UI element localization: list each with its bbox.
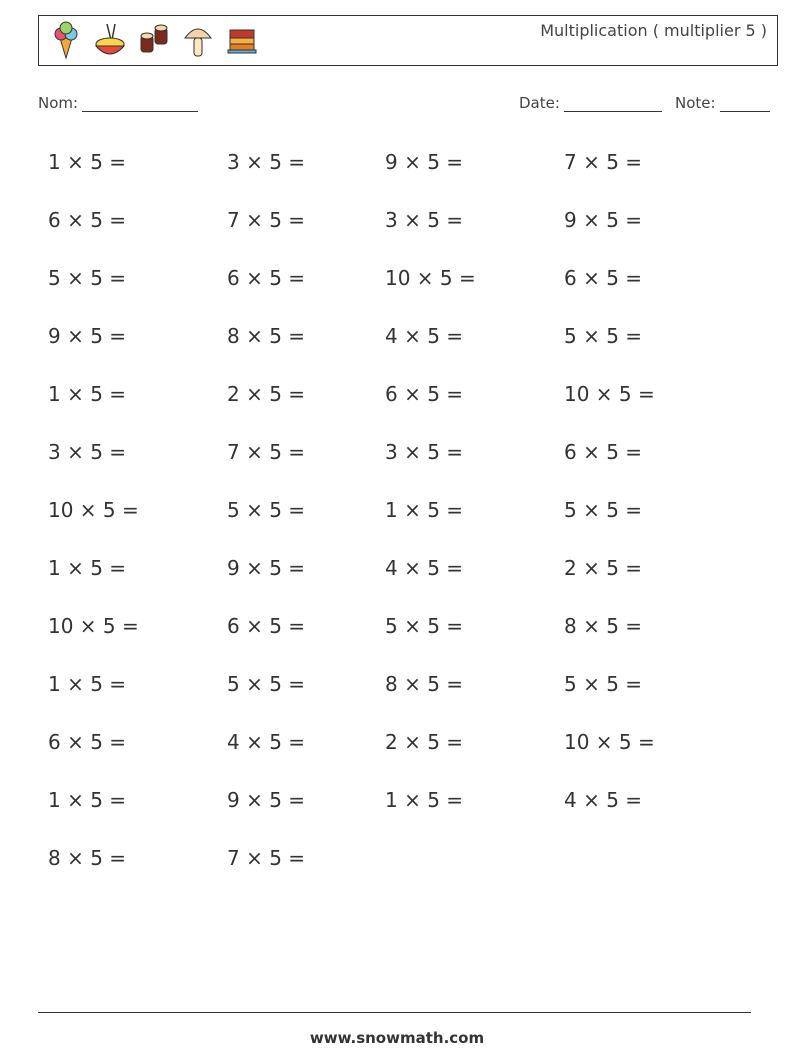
problem-item: 1 × 5 = — [48, 382, 127, 406]
footer-url: www.snowmath.com — [309, 1029, 485, 1047]
name-label: Nom: — [38, 94, 79, 112]
problem-item: 10 × 5 = — [48, 498, 139, 522]
problem-item: 2 × 5 = — [227, 382, 306, 406]
problem-item: 10 × 5 = — [564, 382, 655, 406]
problem-item: 1 × 5 = — [48, 672, 127, 696]
problem-item: 10 × 5 = — [564, 730, 655, 754]
worksheet-title: Multiplication ( multiplier 5 ) — [540, 21, 767, 40]
problem-item: 4 × 5 = — [385, 324, 464, 348]
problem-item: 1 × 5 = — [48, 150, 127, 174]
problem-item: 9 × 5 = — [385, 150, 464, 174]
problem-item: 1 × 5 = — [385, 788, 464, 812]
problem-item: 2 × 5 = — [564, 556, 643, 580]
problem-item: 4 × 5 = — [227, 730, 306, 754]
problem-item: 6 × 5 = — [564, 440, 643, 464]
problem-item: 4 × 5 = — [385, 556, 464, 580]
problem-item: 5 × 5 = — [385, 614, 464, 638]
problem-item: 5 × 5 = — [227, 498, 306, 522]
problem-item: 10 × 5 = — [385, 266, 476, 290]
problem-item: 9 × 5 = — [564, 208, 643, 232]
problem-item: 8 × 5 = — [564, 614, 643, 638]
problem-item: 7 × 5 = — [227, 208, 306, 232]
problem-item: 7 × 5 = — [227, 440, 306, 464]
problem-item: 7 × 5 = — [564, 150, 643, 174]
date-field — [519, 94, 662, 112]
problem-item: 5 × 5 = — [227, 672, 306, 696]
problem-item: 4 × 5 = — [564, 788, 643, 812]
problem-item: 9 × 5 = — [48, 324, 127, 348]
date-blank[interactable] — [564, 97, 662, 112]
problem-item: 1 × 5 = — [48, 556, 127, 580]
problem-item: 8 × 5 = — [385, 672, 464, 696]
problem-item: 6 × 5 = — [385, 382, 464, 406]
header-icons — [49, 20, 259, 60]
problem-item: 3 × 5 = — [48, 440, 127, 464]
ice-cream-icon — [49, 20, 83, 60]
problem-item: 5 × 5 = — [564, 672, 643, 696]
problem-item: 8 × 5 = — [48, 846, 127, 870]
date-label: Date: — [519, 94, 560, 112]
problem-item: 9 × 5 = — [227, 556, 306, 580]
problem-item: 5 × 5 = — [564, 498, 643, 522]
sushi-roll-icon — [137, 20, 171, 60]
problem-item: 8 × 5 = — [227, 324, 306, 348]
rice-bowl-icon — [93, 20, 127, 60]
problem-item: 6 × 5 = — [48, 208, 127, 232]
problem-item: 5 × 5 = — [48, 266, 127, 290]
problem-item: 1 × 5 = — [48, 788, 127, 812]
problem-item: 3 × 5 = — [385, 440, 464, 464]
problem-item: 10 × 5 = — [48, 614, 139, 638]
layer-cake-icon — [225, 20, 259, 60]
name-field — [38, 94, 198, 112]
problem-item: 6 × 5 = — [48, 730, 127, 754]
problem-item: 3 × 5 = — [227, 150, 306, 174]
problem-item: 6 × 5 = — [564, 266, 643, 290]
problem-item: 1 × 5 = — [385, 498, 464, 522]
score-label: Note: — [675, 94, 716, 112]
problem-item: 6 × 5 = — [227, 614, 306, 638]
problem-item: 3 × 5 = — [385, 208, 464, 232]
mushroom-icon — [181, 20, 215, 60]
worksheet-header — [38, 15, 778, 66]
problem-item: 9 × 5 = — [227, 788, 306, 812]
problem-item: 6 × 5 = — [227, 266, 306, 290]
problem-item: 2 × 5 = — [385, 730, 464, 754]
footer-divider — [38, 1012, 751, 1013]
problem-item: 7 × 5 = — [227, 846, 306, 870]
score-field — [675, 94, 770, 112]
score-blank[interactable] — [720, 97, 770, 112]
problem-item: 5 × 5 = — [564, 324, 643, 348]
name-blank[interactable] — [82, 97, 198, 112]
